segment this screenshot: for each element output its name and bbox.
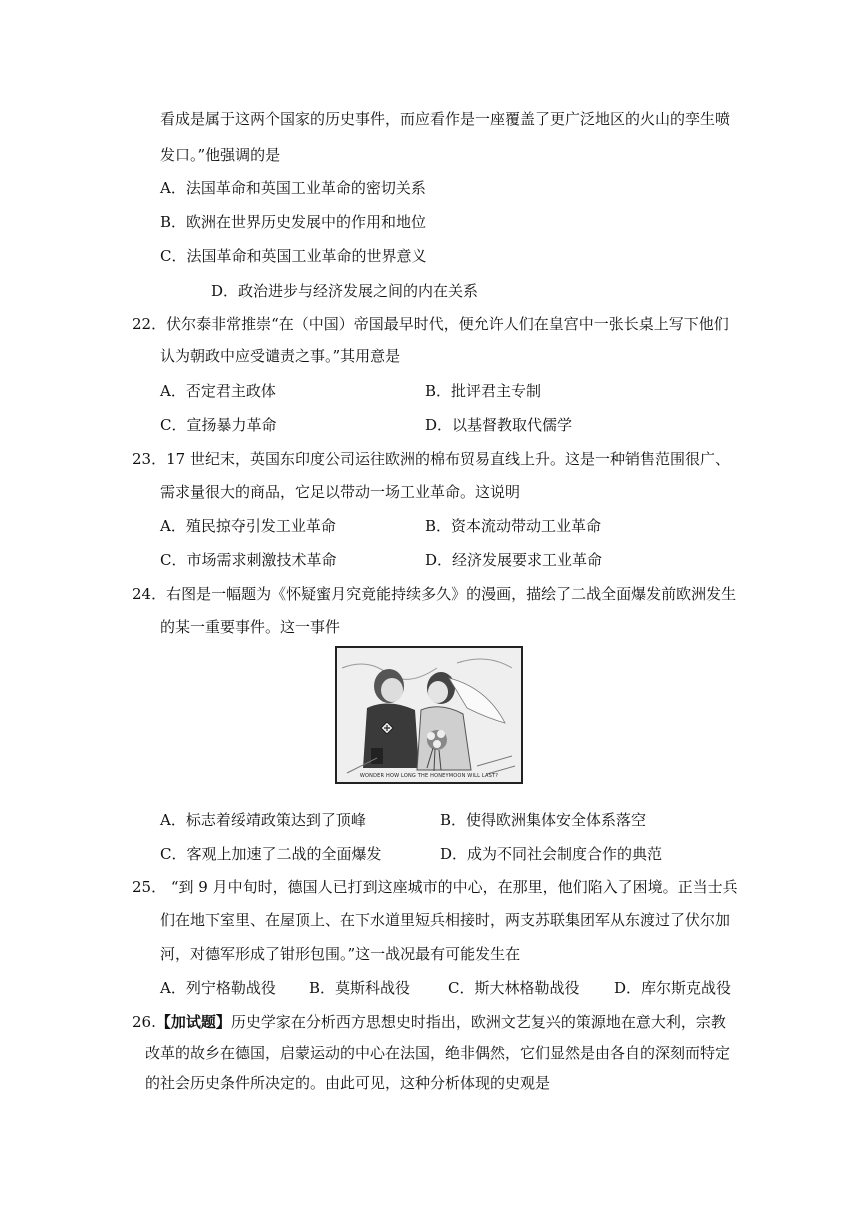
q26-number: 26.: [132, 1013, 156, 1031]
q25-option-d: D．库尔斯克战役: [614, 979, 732, 997]
q21-option-d: D．政治进步与经济发展之间的内在关系: [211, 282, 479, 300]
q21-stem-line2: 发口。”他强调的是: [160, 146, 281, 164]
q21-option-c: C．法国革命和英国工业革命的世界意义: [160, 247, 427, 265]
q24-stem-line1: 24．右图是一幅题为《怀疑蜜月究竟能持续多久》的漫画，描绘了二战全面爆发前欧洲发生: [132, 585, 737, 603]
q24-stem-line2: 的某一重要事件。这一事件: [160, 618, 341, 636]
q24-option-c: C．客观上加速了二战的全面爆发: [160, 845, 382, 863]
q25-stem-line1: 25． “到 9 月中旬时，德国人已打到这座城市的中心，在那里，他们陷入了困境。正当士兵: [132, 878, 738, 896]
q22-option-b: B．批评君主专制: [425, 382, 542, 400]
q26-stem-line2: 改革的故乡在德国，启蒙运动的中心在法国，绝非偶然，它们显然是由各自的深刻而特定: [145, 1044, 731, 1062]
q25-stem-line2: 们在地下室里、在屋顶上、在下水道里短兵相接时，两支苏联集团军从东渡过了伏尔加: [160, 911, 731, 929]
q22-stem-line1: 22．伏尔泰非常推崇“在（中国）帝国最早时代，便允许人们在皇宫中一张长桌上写下他们: [132, 315, 729, 333]
q23-stem-line2: 需求量很大的商品，它足以带动一场工业革命。这说明: [160, 483, 521, 501]
q25-option-c: C．斯大林格勒战役: [448, 979, 580, 997]
q22-option-d: D．以基督教取代儒学: [425, 416, 573, 434]
cartoon-caption: WONDER HOW LONG THE HONEYMOON WILL LAST?: [359, 773, 499, 779]
q25-option-a: A．列宁格勒战役: [160, 979, 276, 997]
q21-option-a: A．法国革命和英国工业革命的密切关系: [160, 179, 426, 197]
q24-option-d: D．成为不同社会制度合作的典范: [440, 845, 663, 863]
q26-stem-line1-text: 历史学家在分析西方思想史时指出，欧洲文艺复兴的策源地在意大利，宗教: [230, 1013, 726, 1031]
q22-stem-line2: 认为朝政中应受谴责之事。”其用意是: [160, 347, 401, 365]
q21-stem-line1: 看成是属于这两个国家的历史事件，而应看作是一座覆盖了更广泛地区的火山的孪生喷: [160, 110, 731, 128]
honeymoon-cartoon-image: [335, 646, 523, 784]
q26-tag: 【加试题】: [155, 1013, 231, 1031]
q23-stem-line1: 23．17 世纪末，英国东印度公司运往欧洲的棉布贸易直线上升。这是一种销售范围很广、: [132, 450, 730, 468]
q22-option-c: C．宣扬暴力革命: [160, 416, 277, 434]
cartoon-drawing: [337, 648, 521, 782]
q24-option-a: A．标志着绥靖政策达到了顶峰: [160, 811, 366, 829]
q26-stem-line1: [132, 1011, 726, 1033]
q25-stem-line3: 河，对德军形成了钳形包围。”这一战况最有可能发生在: [160, 945, 521, 963]
q22-option-a: A．否定君主政体: [160, 382, 276, 400]
q26-stem-line3: 的社会历史条件所决定的。由此可见，这种分析体现的史观是: [145, 1074, 551, 1092]
q23-option-a: A．殖民掠夺引发工业革命: [160, 517, 336, 535]
q21-option-b: B．欧洲在世界历史发展中的作用和地位: [160, 213, 427, 231]
q25-option-b: B．莫斯科战役: [309, 979, 411, 997]
q24-option-b: B．使得欧洲集体安全体系落空: [440, 811, 647, 829]
q23-option-c: C．市场需求刺激技术革命: [160, 551, 337, 569]
q23-option-b: B．资本流动带动工业革命: [425, 517, 602, 535]
q23-option-d: D．经济发展要求工业革命: [425, 551, 603, 569]
